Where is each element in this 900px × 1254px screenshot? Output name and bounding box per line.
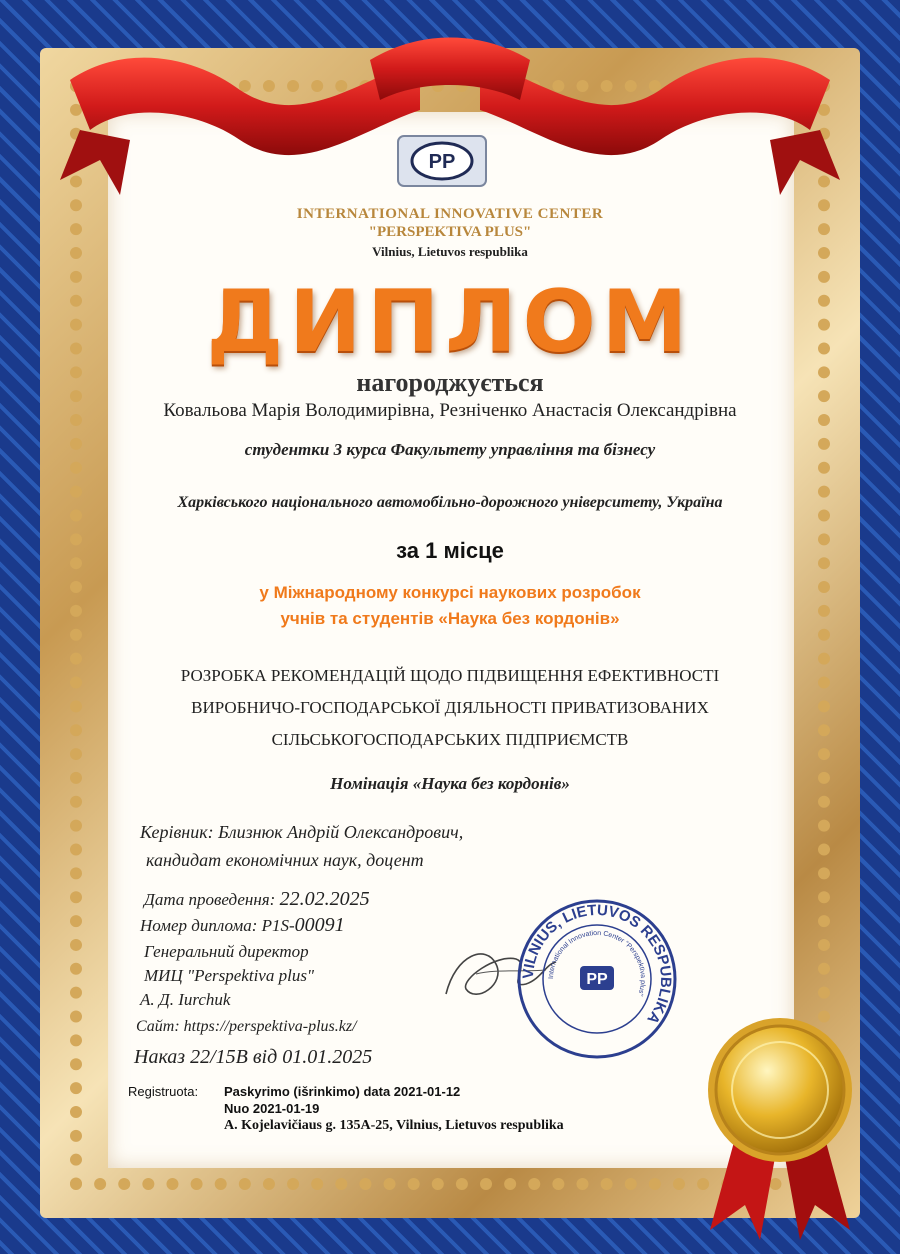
diploma-number <box>140 914 345 937</box>
red-ribbon-decoration <box>40 20 860 220</box>
registration-label: Registruota: <box>128 1084 199 1099</box>
org-name-line2: "PERSPEKTIVA PLUS" <box>368 224 532 240</box>
logo-text: PP <box>428 151 456 173</box>
supervisor-line2: кандидат економічних наук, доцент <box>146 850 424 870</box>
registration-line1: Paskyrimo (išrinkimo) data 2021-01-12 <box>224 1084 461 1099</box>
university: Харківського національного автомобільно-дорожного університету, Україна <box>177 494 723 511</box>
website: Сайт: https://perspektiva-plus.kz/ <box>136 1018 357 1035</box>
work-topic <box>0 660 900 756</box>
official-seal <box>516 898 678 1060</box>
topic-line1: РОЗРОБКА РЕКОМЕНДАЦІЙ ЩОДО ПІДВИЩЕННЯ ЕФЕКТИВНОСТІ <box>180 666 720 685</box>
awarded-label: нагороджується <box>356 368 544 397</box>
director-name: А. Д. Iurchuk <box>140 990 231 1009</box>
diploma-title: ДИПЛОМ <box>206 272 694 372</box>
topic-line2: ВИРОБНИЧО-ГОСПОДАРСЬКОЇ ДІЯЛЬНОСТІ ПРИВАТИЗОВАНИХ <box>191 698 709 717</box>
diploma-number-label: Номер диплома: <box>140 916 258 935</box>
recipients: Ковальова Марія Володимирівна, Резніченко Анастасія Олександрівна <box>163 400 737 421</box>
place: за 1 місце <box>396 538 504 563</box>
org-name-line1: INTERNATIONAL INNOVATIVE CENTER <box>296 206 604 222</box>
date-label: Дата проведення: <box>144 890 276 909</box>
registration-line3: A. Kojelavičiaus g. 135A-25, Vilnius, Lietuvos respublika <box>224 1118 564 1133</box>
contest-line2: учнів та студентів «Наука без кордонів» <box>280 609 620 628</box>
supervisor-line1: Керівник: Близнюк Андрій Олександрович, <box>140 822 464 842</box>
date-value: 22.02.2025 <box>279 888 370 910</box>
seal-inner-text: International Innovation Center "Perspektiva plus" <box>547 929 647 997</box>
nomination: Номінація «Наука без кордонів» <box>330 774 570 793</box>
order-number: Наказ 22/15В від 01.01.2025 <box>134 1046 373 1068</box>
organization-logo <box>396 132 488 190</box>
svg-text:VILNIUS, LIETUVOS RESPUBLIKA <box>520 902 674 1027</box>
registration-line2: Nuo 2021-01-19 <box>224 1101 320 1116</box>
topic-line3: СІЛЬСЬКОГОСПОДАРСЬКИХ ПІДПРИЄМСТВ <box>271 730 629 749</box>
contest-line1: у Міжнародному конкурсі наукових розробок <box>259 583 641 602</box>
director-org: МИЦ "Perspektiva plus" <box>144 966 315 985</box>
event-date <box>144 888 370 911</box>
contest-name <box>0 580 900 632</box>
students-line: студентки 3 курса Факультету управління та бізнесу <box>244 440 656 459</box>
director-title: Генеральний директор <box>144 942 309 961</box>
diploma-number-value: 00091 <box>294 914 345 936</box>
diploma-number-prefix: P1S- <box>261 916 295 935</box>
gold-medal-decoration <box>690 1010 870 1240</box>
org-city: Vilnius, Lietuvos respublika <box>372 244 528 259</box>
seal-center-text: PP <box>586 971 608 988</box>
seal-outer-text: VILNIUS, LIETUVOS RESPUBLIKA <box>519 901 675 1027</box>
